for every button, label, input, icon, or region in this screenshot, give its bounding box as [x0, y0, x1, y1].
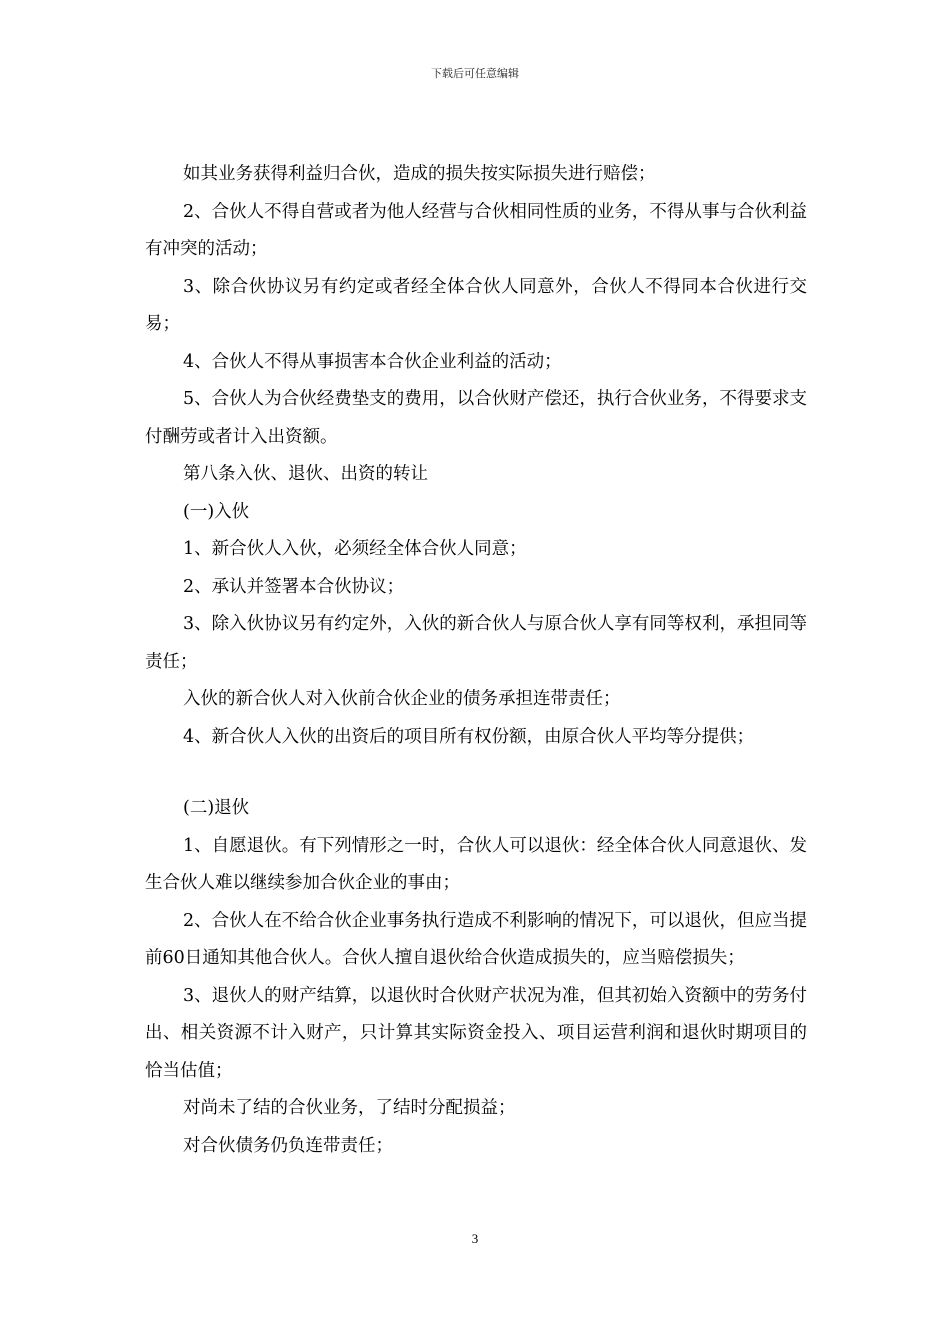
document-body	[145, 156, 807, 1165]
paragraph-spacer	[145, 756, 807, 790]
subsection-heading: (一)入伙	[183, 501, 250, 522]
paragraph: 对尚未了结的合伙业务，了结时分配损益；	[183, 1098, 516, 1118]
subsection-heading: (二)退伙	[183, 798, 250, 818]
paragraph: 2、合伙人在不给合伙企业事务执行造成不利影响的情况下，可以退伙，但应当提前60日通知其他合伙人。合伙人擅自退伙给合伙造成损失的，应当赔偿损失；	[145, 910, 807, 968]
paragraph: 4、新合伙人入伙的出资后的项目所有权份额，由原合伙人平均等分提供；	[183, 726, 755, 747]
section-heading: 第八条入伙、退伙、出资的转让	[183, 464, 428, 484]
paragraph: 5、合伙人为合伙经费垫支的费用，以合伙财产偿还，执行合伙业务，不得要求支付酬劳或者计入出资额。	[145, 389, 807, 447]
paragraph: 入伙的新合伙人对入伙前合伙企业的债务承担连带责任；	[183, 689, 621, 709]
paragraph: 2、合伙人不得自营或者为他人经营与合伙相同性质的业务，不得从事与合伙利益有冲突的活动；	[145, 201, 807, 259]
paragraph: 如其业务获得利益归合伙，造成的损失按实际损失进行赔偿；	[183, 164, 656, 184]
paragraph: 3、退伙人的财产结算，以退伙时合伙财产状况为准，但其初始入资额中的劳务付出、相关资源不计入财产，只计算其实际资金投入、项目运营利润和退伙时期项目的恰当估值；	[145, 985, 807, 1081]
paragraph: 对合伙债务仍负连带责任；	[183, 1135, 393, 1156]
paragraph: 1、新合伙人入伙，必须经全体合伙人同意；	[183, 539, 527, 559]
page-header: 下载后可任意编辑	[431, 67, 519, 80]
paragraph: 3、除入伙协议另有约定外，入伙的新合伙人与原合伙人享有同等权利，承担同等责任；	[145, 614, 807, 672]
page-number: 3	[471, 1231, 479, 1246]
paragraph: 4、合伙人不得从事损害本合伙企业利益的活动；	[183, 351, 562, 372]
paragraph: 3、除合伙协议另有约定或者经全体合伙人同意外，合伙人不得同本合伙进行交易；	[145, 276, 807, 334]
paragraph: 2、承认并签署本合伙协议；	[183, 576, 405, 597]
paragraph: 1、自愿退伙。有下列情形之一时，合伙人可以退伙：经全体合伙人同意退伙、发生合伙人难以继续参加合伙企业的事由；	[145, 835, 807, 893]
